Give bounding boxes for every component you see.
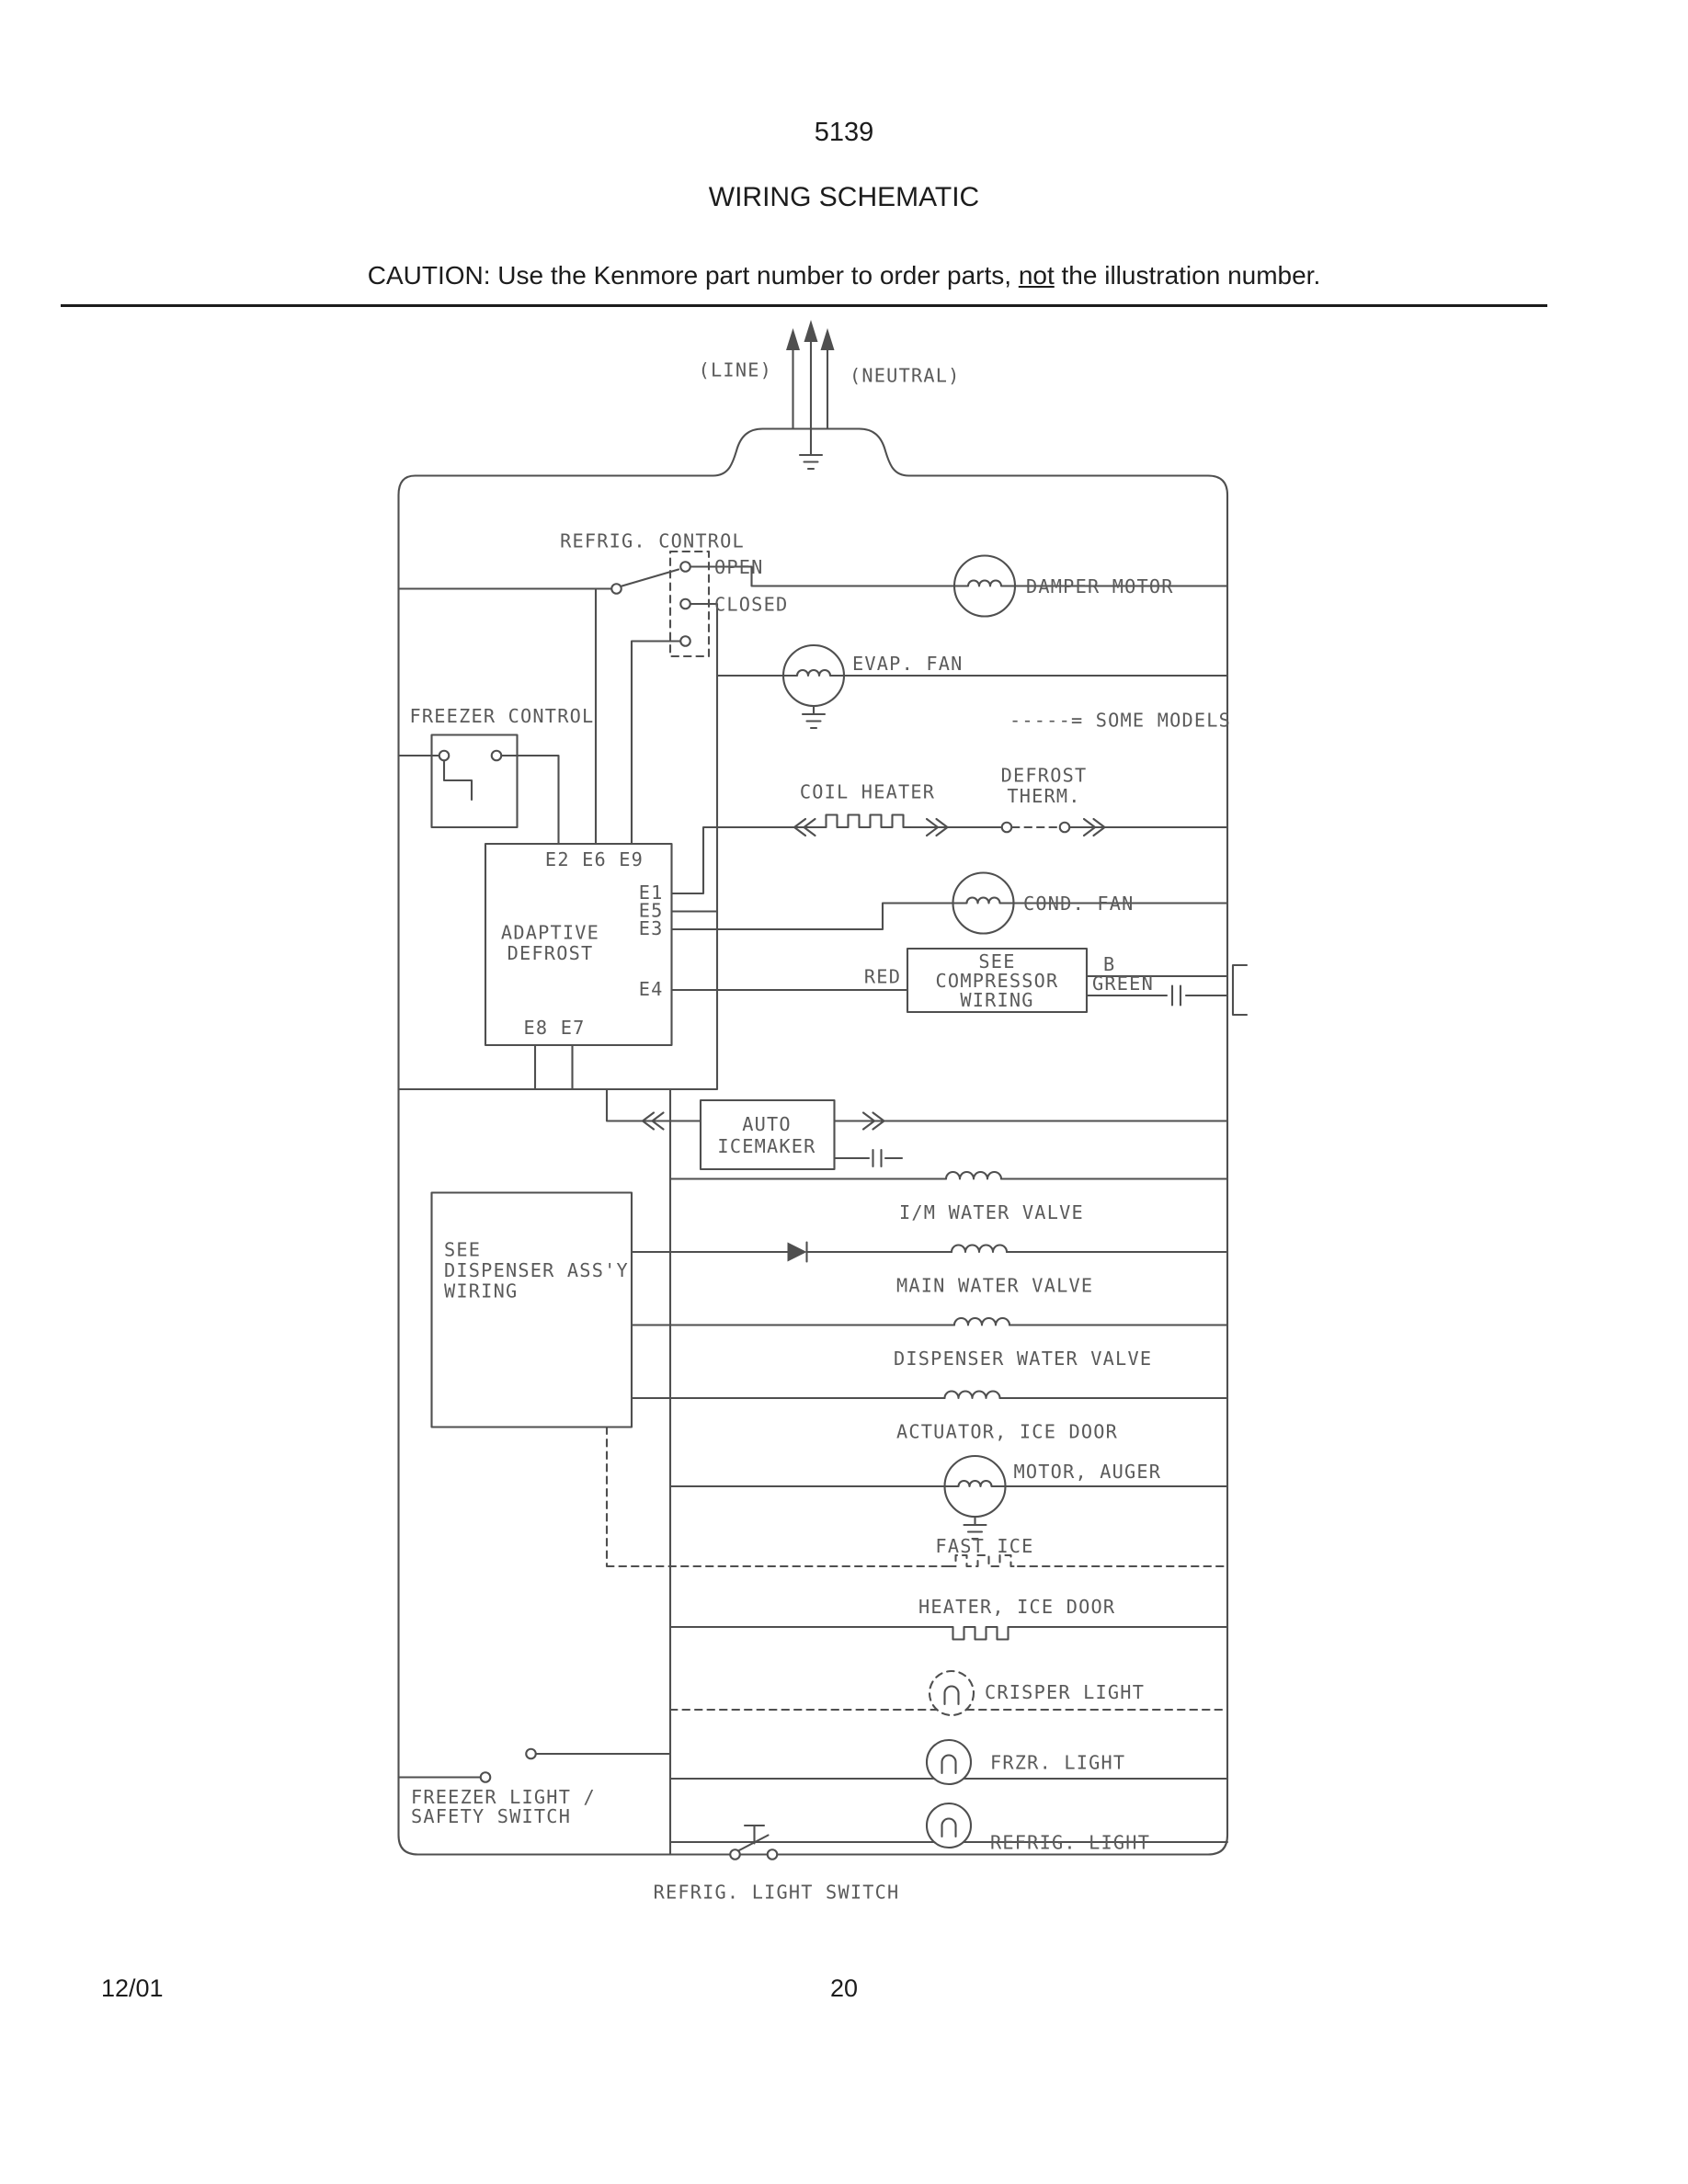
evap-fan-label: EVAP. FAN (852, 653, 964, 675)
freezer-light-symbol (927, 1740, 1125, 1784)
frzr-light-label: FRZR. LIGHT (990, 1751, 1126, 1774)
caution-prefix: CAUTION: Use the Kenmore part number to order parts, (367, 261, 1019, 290)
green-wire-label: GREEN (1092, 973, 1154, 995)
dispenser-box-line2: DISPENSER ASS'Y (444, 1259, 629, 1281)
safety-switch-label-line1: FREEZER LIGHT / (411, 1786, 596, 1808)
adaptive-defrost-box (485, 844, 672, 1045)
ground-icon (803, 706, 825, 728)
freezer-control-switch (410, 705, 595, 827)
dispenser-water-valve-label: DISPENSER WATER VALVE (894, 1348, 1153, 1370)
red-wire-label: RED (863, 965, 902, 988)
outer-border (399, 429, 1248, 1855)
refrig-light-switch-label: REFRIG. LIGHT SWITCH (653, 1881, 900, 1904)
caution-underlined-word: not (1018, 261, 1055, 290)
compressor-box-line1: SEE (978, 950, 1016, 973)
icemaker-label-line1: AUTO (742, 1113, 792, 1135)
wiring-buses (399, 567, 1228, 1855)
line-label: (LINE) (698, 358, 772, 381)
safety-switch-label-line2: SAFETY SWITCH (411, 1805, 572, 1827)
page-title: WIRING SCHEMATIC (708, 182, 980, 212)
evap-fan-symbol (783, 645, 964, 728)
motor-auger-symbol (945, 1456, 1162, 1539)
ice-door-heater-label: HEATER, ICE DOOR (918, 1596, 1116, 1618)
footer-page-number: 20 (829, 1974, 859, 2002)
motor-auger-label: MOTOR, AUGER (1013, 1461, 1162, 1483)
neutral-label: (NEUTRAL) (850, 364, 961, 387)
freezer-control-label: FREEZER CONTROL (409, 705, 595, 728)
im-water-valve-label: I/M WATER VALVE (899, 1201, 1084, 1223)
terminal-e4: E4 (638, 978, 664, 1000)
ground-icon (800, 455, 822, 469)
some-models-legend: -----= SOME MODELS (1009, 709, 1232, 732)
icemaker-label-line2: ICEMAKER (717, 1135, 816, 1157)
compressor-wiring-box (864, 949, 1154, 1012)
damper-motor-label: DAMPER MOTOR (1026, 575, 1174, 597)
defrost-therm-label-line2: THERM. (1007, 785, 1081, 808)
ice-door-actuator-label: ACTUATOR, ICE DOOR (896, 1420, 1119, 1443)
open-label: OPEN (714, 556, 764, 578)
crisper-light-symbol (930, 1671, 1145, 1715)
refrig-control-switch (560, 530, 788, 657)
closed-label: CLOSED (714, 593, 789, 616)
terminal-e5: E5 (638, 899, 664, 922)
auto-icemaker-box (701, 1100, 835, 1169)
b-wire-label: B (1103, 953, 1116, 975)
coil-heater-label: COIL HEATER (799, 780, 936, 803)
safety-switch-symbol (411, 1749, 596, 1827)
crisper-light-label: CRISPER LIGHT (985, 1681, 1146, 1703)
dispenser-assy-box (432, 1193, 633, 1428)
caution-suffix: the illustration number. (1054, 261, 1321, 290)
refrig-control-label: REFRIG. CONTROL (560, 529, 745, 552)
refrig-light-label: REFRIG. LIGHT (990, 1831, 1151, 1854)
refrig-light-symbol (927, 1803, 1150, 1854)
terminal-e1: E1 (638, 882, 664, 904)
dispenser-box-line3: WIRING (444, 1280, 519, 1302)
cond-fan-symbol (953, 873, 1135, 934)
dispenser-box-line1: SEE (444, 1238, 482, 1261)
adaptive-name-line2: DEFROST (507, 942, 594, 964)
fast-ice-heater-symbol (935, 1535, 1033, 1557)
defrost-thermostat-symbol (1001, 765, 1088, 833)
doc-number: 5139 (814, 118, 874, 147)
check-valve-diode-symbol (788, 1243, 807, 1262)
terminal-e3: E3 (638, 917, 664, 940)
coil-heater-symbol (800, 781, 935, 827)
ice-door-heater-symbol (918, 1596, 1115, 1640)
main-water-valve-label: MAIN WATER VALVE (896, 1274, 1094, 1297)
compressor-connector-bracket (1233, 965, 1247, 1015)
adaptive-top-terminals: E2 E6 E9 (544, 848, 644, 871)
cond-fan-label: COND. FAN (1023, 893, 1135, 916)
some-models-dashed-wires (607, 827, 1227, 1710)
adaptive-name-line1: ADAPTIVE (500, 921, 600, 944)
defrost-therm-label-line1: DEFROST (1000, 764, 1088, 787)
footer-date: 12/01 (101, 1974, 164, 2002)
damper-motor-symbol (954, 556, 1174, 617)
adaptive-bottom-terminals: E8 E7 (523, 1017, 586, 1039)
refrig-light-switch-symbol (654, 1826, 900, 1904)
fast-ice-label: FAST ICE (935, 1535, 1034, 1557)
compressor-box-line2: COMPRESSOR (935, 970, 1059, 992)
compressor-box-line3: WIRING (960, 989, 1034, 1011)
